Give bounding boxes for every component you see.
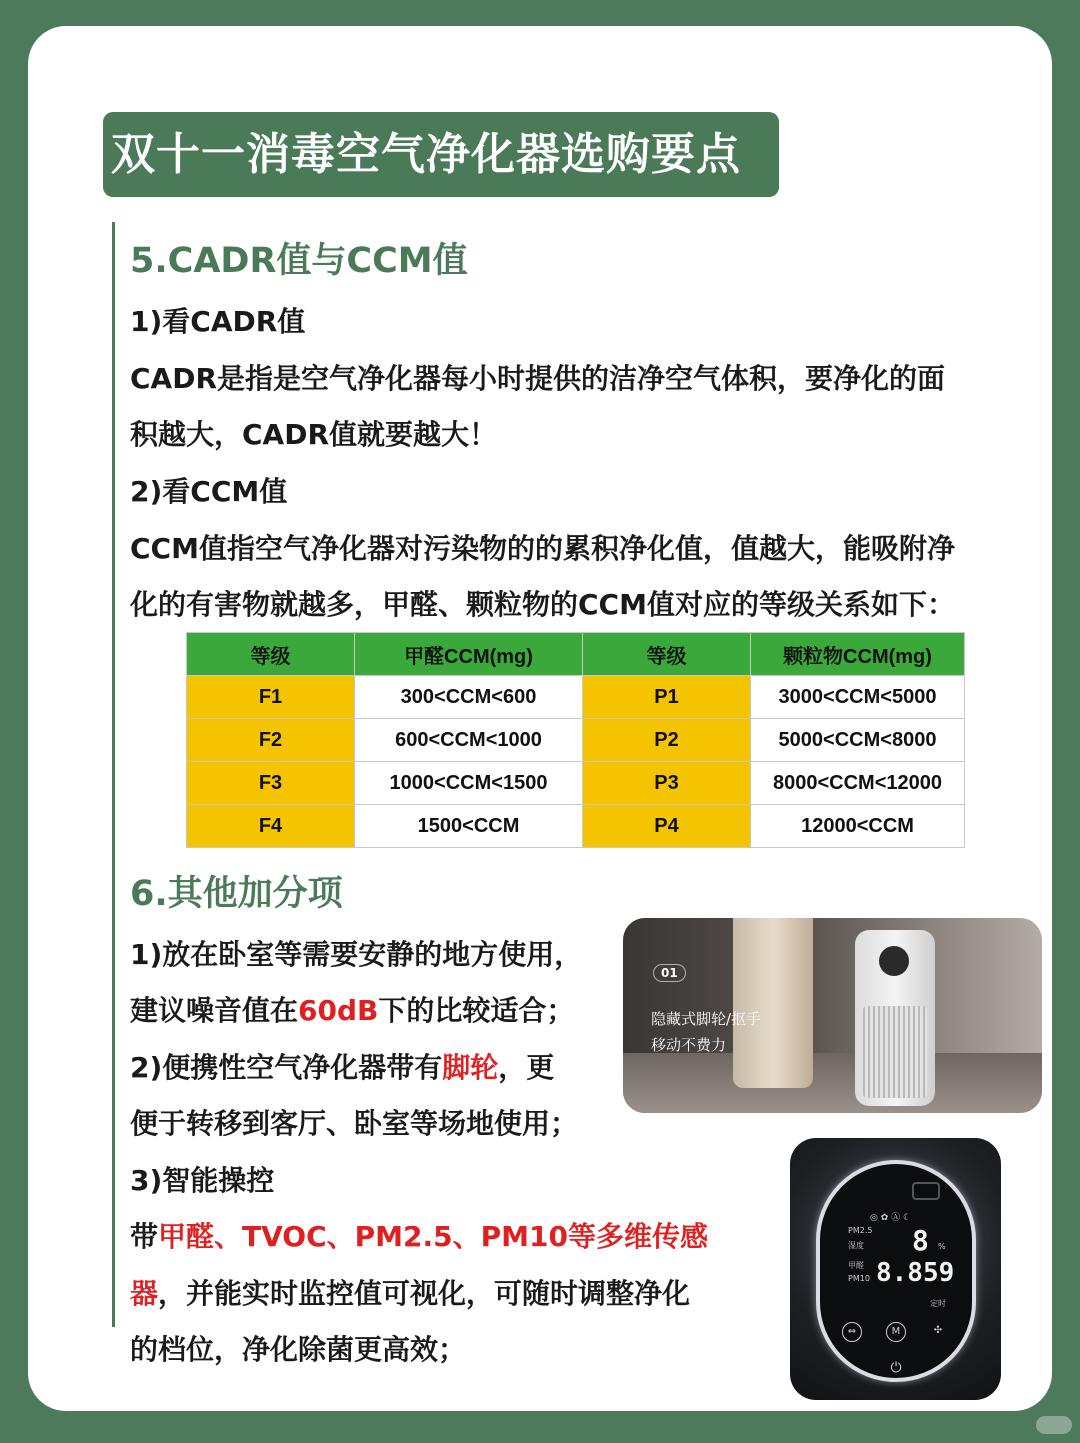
section6-line1: 1)放在卧室等需要安静的地方使用， <box>130 938 583 971</box>
panel-ring <box>816 1160 976 1382</box>
table-cell: 12000<CCM <box>751 805 965 848</box>
table-cell: P2 <box>583 719 751 762</box>
mode-icons: ◎ ✿ Ⓐ ☾ <box>870 1213 912 1223</box>
section6-line7 <box>130 1272 690 1312</box>
caster-highlight: 脚轮 <box>442 1051 499 1084</box>
section6-line4: 便于转移到客厅、卧室等场地使用； <box>130 1107 579 1140</box>
table-header-cell: 甲醛CCM(mg) <box>355 633 583 676</box>
sensor-highlight: 甲醛、TVOC、PM2.5、PM10等多维传感 <box>158 1220 708 1253</box>
table-cell: 8000<CCM<12000 <box>751 762 965 805</box>
table-row <box>187 762 965 805</box>
section6-line8: 的档位，净化除菌更高效； <box>130 1333 467 1366</box>
label-humidity: 湿度 <box>848 1241 864 1250</box>
photo-caption-2: 移动不费力 <box>651 1036 727 1054</box>
page-title: 双十一消毒空气净化器选购要点 <box>103 112 779 197</box>
mode-m-icon: M <box>886 1322 906 1342</box>
ccm-grade-table <box>186 632 965 848</box>
table-cell: F4 <box>187 805 355 848</box>
watermark <box>1036 1416 1072 1434</box>
table-row <box>187 676 965 719</box>
section5-heading: 5.CADR值与CCM值 <box>130 241 468 281</box>
table-header-cell: 等级 <box>583 633 751 676</box>
swap-icon: ⇔ <box>842 1322 862 1342</box>
fan-icon: ✣ <box>933 1325 943 1336</box>
table-cell: P3 <box>583 762 751 805</box>
digit-top: 8 <box>912 1224 929 1257</box>
table-row <box>187 805 965 848</box>
panel-indicator-icon <box>912 1182 940 1200</box>
section-rule <box>112 222 115 1327</box>
person-legs-shape <box>733 918 813 1088</box>
line3-post: ，更 <box>498 1051 555 1084</box>
line6-pre: 带 <box>130 1220 159 1253</box>
section6-line3 <box>130 1046 554 1086</box>
section5-p2-line2: 化的有害物就越多，甲醛、颗粒物的CCM值对应的等级关系如下： <box>130 588 955 621</box>
table-cell: F2 <box>187 719 355 762</box>
purifier-photo <box>623 918 1042 1113</box>
control-panel-photo <box>790 1138 1001 1400</box>
label-timer: 定时 <box>930 1299 946 1308</box>
line2-post: 下的比较适合； <box>378 994 575 1027</box>
section6-line5: 3)智能操控 <box>130 1164 275 1197</box>
label-formaldehyde: 甲醛 <box>848 1261 864 1270</box>
section6-line6 <box>130 1215 708 1255</box>
section6-heading: 6.其他加分项 <box>130 874 343 914</box>
digits-main: 8.859 <box>876 1258 955 1288</box>
table-cell: P4 <box>583 805 751 848</box>
table-cell: 1000<CCM<1500 <box>355 762 583 805</box>
table-header-cell: 颗粒物CCM(mg) <box>751 633 965 676</box>
line7-post: ，并能实时监控值可视化，可随时调整净化 <box>158 1277 691 1310</box>
floor-shape <box>623 1053 1042 1113</box>
table-cell: 300<CCM<600 <box>355 676 583 719</box>
label-pm25: PM2.5 <box>848 1226 873 1235</box>
table-cell: 3000<CCM<5000 <box>751 676 965 719</box>
table-row <box>187 719 965 762</box>
table-cell: F1 <box>187 676 355 719</box>
section5-sub1: 1)看CADR值 <box>130 305 306 338</box>
table-cell: P1 <box>583 676 751 719</box>
table-cell: 5000<CCM<8000 <box>751 719 965 762</box>
label-percent: % <box>938 1242 946 1251</box>
purifier-grille-shape <box>863 1006 927 1098</box>
section5-p1-line1: CADR是指是空气净化器每小时提供的洁净空气体积，要净化的面 <box>130 362 946 395</box>
table-header-cell: 等级 <box>187 633 355 676</box>
photo-caption-1: 隐藏式脚轮/抠手 <box>651 1010 762 1028</box>
table-cell: F3 <box>187 762 355 805</box>
purifier-display-shape <box>879 946 909 976</box>
photo-badge: 01 <box>653 964 686 982</box>
table-header-row <box>187 633 965 676</box>
line3-pre: 2)便携性空气净化器带有 <box>130 1051 443 1084</box>
sensor-highlight-end: 器 <box>130 1277 159 1310</box>
section5-sub2: 2)看CCM值 <box>130 475 288 508</box>
section5-p1-line2: 积越大，CADR值就要越大！ <box>130 418 498 451</box>
table-cell: 1500<CCM <box>355 805 583 848</box>
section5-p2-line1: CCM值指空气净化器对污染物的的累积净化值，值越大，能吸附净 <box>130 532 955 565</box>
table-cell: 600<CCM<1000 <box>355 719 583 762</box>
line2-pre: 建议噪音值在 <box>130 994 299 1027</box>
power-icon: ⏻ <box>890 1360 902 1376</box>
label-pm10: PM10 <box>848 1274 870 1283</box>
noise-highlight: 60dB <box>298 994 379 1027</box>
section6-line2 <box>130 989 574 1029</box>
